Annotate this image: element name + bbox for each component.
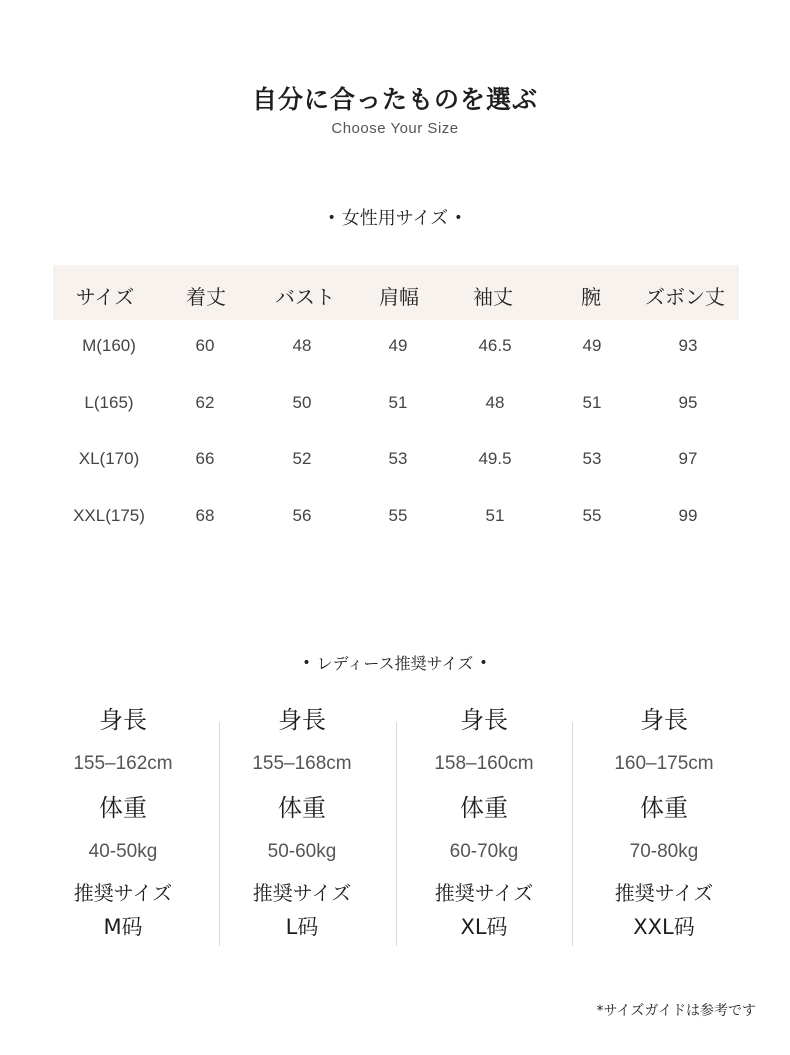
recommended-size-label: 推奨サイズ: [614, 881, 714, 905]
height-label: 身長: [99, 706, 147, 734]
table-row: [53, 504, 739, 561]
size-table: [53, 265, 739, 561]
weight-value: 70-80kg: [629, 841, 699, 862]
header-length: 着丈: [186, 285, 226, 309]
cell: 51: [485, 506, 505, 526]
size-section-title: 女性用サイズ: [341, 208, 449, 229]
cell: 46.5: [478, 336, 512, 355]
weight-value: 50-60kg: [267, 841, 337, 862]
size-table-header: [53, 265, 739, 320]
recommend-column: [33, 700, 213, 944]
recommended-size-value: L码: [285, 915, 319, 939]
page-title: 自分に合ったものを選ぶ: [251, 85, 538, 114]
cell: 95: [678, 392, 698, 412]
cell: 53: [388, 449, 408, 469]
recommended-size-value: XL码: [460, 915, 508, 939]
header-sleeve: 袖丈: [473, 285, 513, 309]
height-value: 155–168cm: [252, 753, 352, 774]
cell-size: M(160): [82, 336, 136, 355]
recommend-column: [394, 700, 574, 944]
cell: 52: [292, 449, 312, 469]
header-shoulder: 肩幅: [379, 285, 419, 309]
weight-value: 40-50kg: [88, 841, 158, 862]
cell-size: L(165): [84, 392, 134, 412]
cell: 50: [292, 392, 312, 412]
size-section-heading: [0, 204, 790, 230]
recommend-column: [574, 700, 754, 944]
cell: 49: [388, 336, 408, 355]
recommended-size-label: 推奨サイズ: [73, 881, 173, 905]
cell: 49.5: [478, 449, 512, 469]
height-label: 身長: [460, 706, 508, 734]
cell: 51: [582, 392, 602, 412]
header-size: サイズ: [75, 285, 135, 309]
recommend-section-title: レディース推奨サイズ: [316, 654, 474, 673]
header-arm: 腕: [581, 285, 601, 309]
cell: 93: [678, 336, 698, 355]
weight-label: 体重: [99, 794, 147, 822]
bullet-left: •: [302, 655, 311, 671]
cell: 99: [678, 506, 698, 526]
cell: 55: [582, 506, 602, 526]
cell: 48: [485, 392, 505, 412]
size-guide-footnote: *サイズガイドは参考です: [596, 1003, 756, 1019]
recommended-size-value: XXL码: [633, 915, 695, 939]
cell: 55: [388, 506, 408, 526]
table-row: [53, 334, 739, 391]
cell: 60: [195, 336, 215, 355]
cell: 56: [292, 506, 312, 526]
recommend-section-heading: [0, 651, 790, 674]
cell: 48: [292, 336, 312, 355]
weight-label: 体重: [278, 794, 326, 822]
recommended-size-label: 推奨サイズ: [252, 881, 352, 905]
bullet-left: •: [327, 210, 336, 226]
weight-value: 60-70kg: [449, 841, 519, 862]
height-label: 身長: [278, 706, 326, 734]
header-pants-length: ズボン丈: [645, 285, 725, 309]
cell: 51: [388, 392, 408, 412]
bullet-right: •: [454, 210, 463, 226]
height-value: 155–162cm: [73, 753, 173, 774]
cell: 97: [678, 449, 698, 469]
cell: 66: [195, 449, 215, 469]
cell: 68: [195, 506, 215, 526]
bullet-right: •: [479, 655, 488, 671]
weight-label: 体重: [640, 794, 688, 822]
recommend-column: [212, 700, 392, 944]
height-value: 158–160cm: [434, 753, 534, 774]
cell: 62: [195, 392, 215, 412]
header-bust: バスト: [275, 285, 335, 309]
page-subtitle: Choose Your Size: [331, 120, 459, 137]
cell: 53: [582, 449, 602, 469]
cell-size: XL(170): [78, 449, 140, 469]
cell: 49: [582, 336, 602, 355]
table-row: [53, 447, 739, 504]
height-label: 身長: [640, 706, 688, 734]
cell-size: XXL(175): [73, 506, 145, 526]
height-value: 160–175cm: [614, 753, 714, 774]
recommended-size-value: M码: [103, 915, 143, 939]
recommended-size-label: 推奨サイズ: [434, 881, 534, 905]
weight-label: 体重: [460, 794, 508, 822]
table-row: [53, 391, 739, 448]
recommend-grid: [0, 700, 790, 950]
